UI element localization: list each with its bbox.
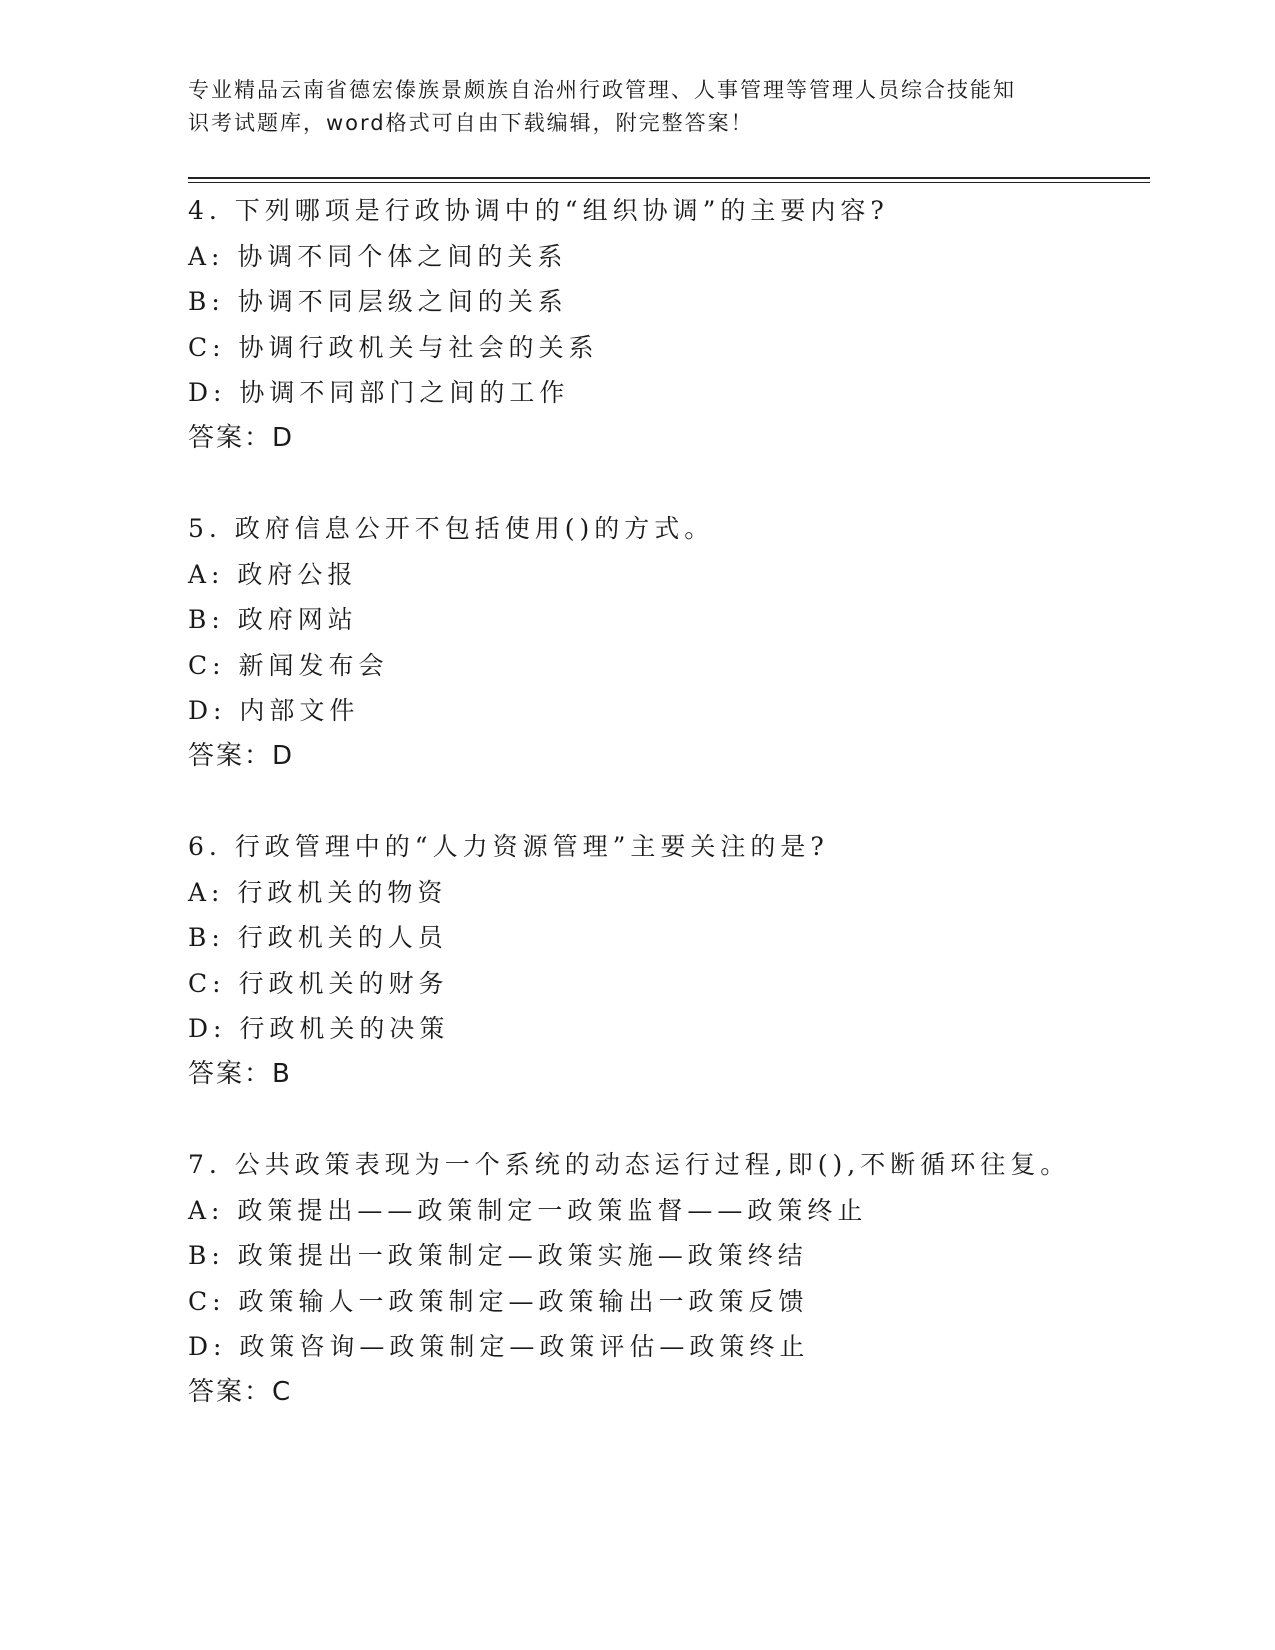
option-a: A: 政府公报 — [188, 559, 358, 589]
answer-label: 答案：D — [188, 740, 295, 771]
option-c: C: 行政机关的财务 — [188, 968, 449, 998]
question-7 — [188, 1142, 1148, 1460]
header-line-1: 专业精品云南省德宏傣族景颇族自治州行政管理、人事管理等管理人员综合技能知 — [188, 78, 1016, 102]
option-c: C: 新闻发布会 — [188, 650, 389, 680]
option-c: C: 政策输人一政策制定—政策输出一政策反馈 — [188, 1286, 809, 1316]
header-line-2: 识考试题库，word格式可自由下载编辑，附完整答案！ — [188, 111, 754, 135]
answer-label: 答案：D — [188, 422, 295, 453]
header-divider-thick — [188, 177, 1150, 179]
option-a: A: 行政机关的物资 — [188, 877, 448, 907]
answer-label: 答案：C — [188, 1376, 293, 1407]
option-a: A: 协调不同个体之间的关系 — [188, 241, 568, 271]
option-b: B: 行政机关的人员 — [188, 923, 448, 952]
option-c: C: 协调行政机关与社会的关系 — [188, 332, 599, 362]
option-a: A: 政策提出——政策制定一政策监督——政策终止 — [188, 1195, 868, 1225]
question-4 — [188, 188, 1148, 506]
option-d: D: 政策咨询—政策制定—政策评估—政策终止 — [188, 1332, 810, 1361]
option-b: B: 协调不同层级之间的关系 — [188, 287, 568, 316]
question-stem: 6. 行政管理中的“人力资源管理”主要关注的是? — [188, 832, 829, 861]
option-b: B: 政府网站 — [188, 605, 358, 634]
option-d: D: 内部文件 — [188, 696, 360, 725]
header-divider-thin — [188, 182, 1150, 183]
option-d: D: 协调不同部门之间的工作 — [188, 378, 570, 407]
question-5 — [188, 506, 1148, 824]
document-header — [188, 74, 1088, 140]
option-b: B: 政策提出一政策制定—政策实施—政策终结 — [188, 1241, 808, 1270]
answer-label: 答案：B — [188, 1058, 292, 1089]
question-stem: 4. 下列哪项是行政协调中的“组织协调”的主要内容? — [188, 196, 889, 225]
question-6 — [188, 824, 1148, 1142]
option-d: D: 行政机关的决策 — [188, 1014, 450, 1043]
question-stem: 5. 政府信息公开不包括使用()的方式。 — [188, 514, 715, 543]
question-list — [188, 188, 1148, 1460]
question-stem: 7. 公共政策表现为一个系统的动态运行过程,即(),不断循环往复。 — [188, 1150, 1071, 1179]
